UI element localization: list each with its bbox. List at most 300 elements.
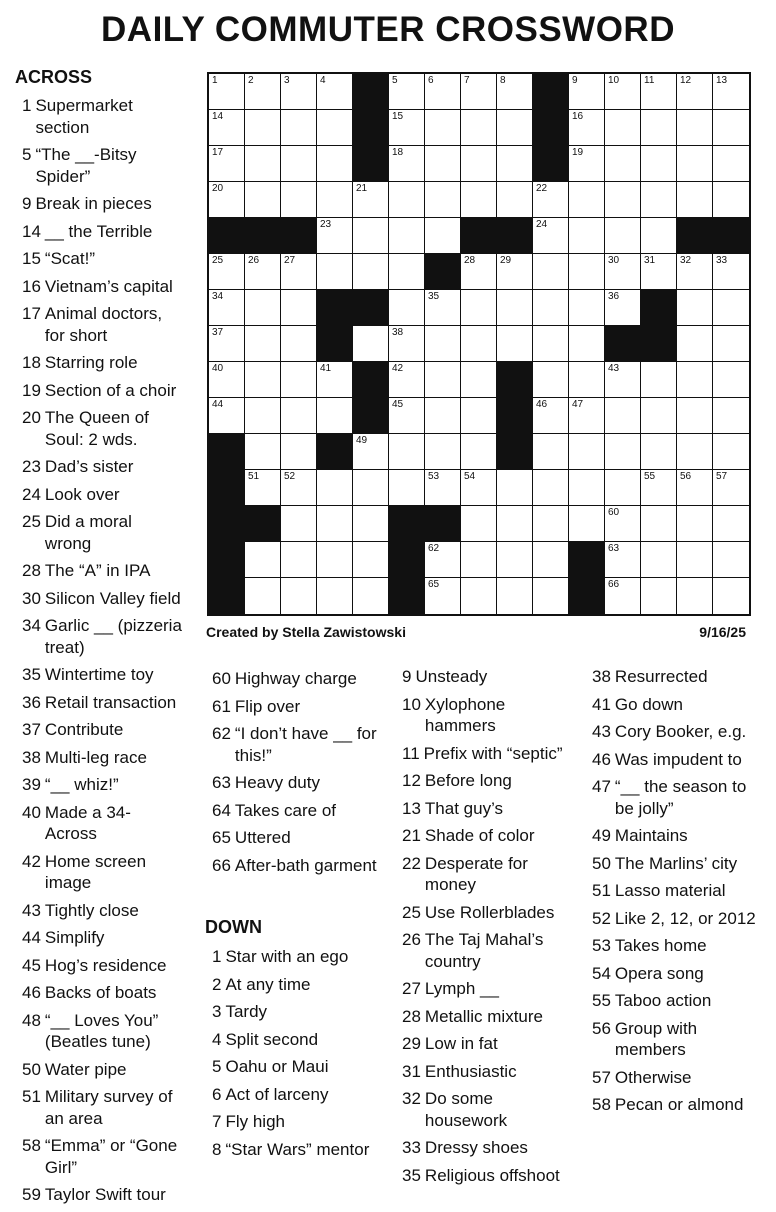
grid-cell[interactable]: [425, 542, 461, 578]
grid-cell[interactable]: [605, 398, 641, 434]
clue-item: [592, 935, 762, 957]
clue-item: [212, 855, 382, 877]
grid-cell[interactable]: [389, 146, 425, 182]
clue-number: 54: [592, 963, 611, 983]
grid-cell[interactable]: [353, 434, 389, 470]
clue-number: 43: [592, 722, 611, 741]
black-square: [353, 110, 389, 146]
cell-number: 37: [212, 327, 224, 338]
grid-cell[interactable]: [425, 362, 461, 398]
grid-cell[interactable]: [677, 326, 713, 362]
grid-cell[interactable]: [389, 398, 425, 434]
grid-cell[interactable]: [425, 218, 461, 254]
grid-cell[interactable]: [641, 146, 677, 182]
grid-cell[interactable]: [281, 110, 317, 146]
grid-cell[interactable]: [281, 254, 317, 290]
grid-cell[interactable]: [641, 470, 677, 506]
clue-number: 50: [22, 1059, 41, 1079]
grid-cell[interactable]: [713, 110, 749, 146]
grid-cell[interactable]: [569, 362, 605, 398]
cell-number: 29: [500, 255, 512, 266]
grid-cell[interactable]: [389, 218, 425, 254]
grid-cell[interactable]: [533, 182, 569, 218]
grid-cell[interactable]: [605, 362, 641, 398]
grid-cell[interactable]: [677, 110, 713, 146]
grid-cell[interactable]: [353, 470, 389, 506]
grid-cell[interactable]: [497, 290, 533, 326]
clue-text: Lymph __: [424, 979, 499, 998]
grid-cell[interactable]: [461, 110, 497, 146]
clue-item: [592, 776, 762, 819]
grid-cell[interactable]: [497, 74, 533, 110]
grid-cell[interactable]: [389, 326, 425, 362]
clue-text: Cory Booker, e.g.: [614, 722, 747, 741]
grid-cell[interactable]: [497, 470, 533, 506]
black-square: [641, 326, 677, 362]
clue-text: Star with an ego: [225, 947, 349, 966]
grid-cell[interactable]: [677, 74, 713, 110]
grid-cell[interactable]: [281, 326, 317, 362]
grid-cell[interactable]: [533, 506, 569, 542]
grid-cell[interactable]: [425, 110, 461, 146]
clue-text: Before long: [424, 771, 512, 790]
grid-cell[interactable]: [353, 578, 389, 614]
grid-cell[interactable]: [461, 470, 497, 506]
grid-cell[interactable]: [317, 470, 353, 506]
clue-text: The Queen of Soul: 2 wds.: [44, 408, 149, 449]
grid-cell[interactable]: [425, 434, 461, 470]
grid-cell[interactable]: [641, 398, 677, 434]
clue-item: [402, 1061, 572, 1083]
clue-number: 8: [212, 1139, 222, 1159]
clue-number: 49: [592, 826, 611, 845]
grid-cell[interactable]: [533, 290, 569, 326]
grid-cell[interactable]: [533, 326, 569, 362]
grid-cell[interactable]: [713, 74, 749, 110]
cell-number: 49: [356, 435, 368, 446]
grid-cell[interactable]: [389, 110, 425, 146]
clue-text: “Emma” or “Gone Girl”: [44, 1136, 178, 1177]
grid-cell[interactable]: [677, 578, 713, 614]
grid-cell[interactable]: [317, 398, 353, 434]
grid-cell[interactable]: [497, 578, 533, 614]
grid-cell[interactable]: [677, 182, 713, 218]
grid-cell[interactable]: [245, 290, 281, 326]
black-square: [317, 434, 353, 470]
grid-cell[interactable]: [389, 254, 425, 290]
grid-cell[interactable]: [569, 254, 605, 290]
grid-cell[interactable]: [461, 398, 497, 434]
grid-cell[interactable]: [569, 290, 605, 326]
grid-cell[interactable]: [425, 326, 461, 362]
clue-text: Low in fat: [424, 1034, 498, 1053]
clue-text: Desperate for money: [424, 853, 528, 894]
black-square: [497, 362, 533, 398]
cell-number: 18: [392, 147, 404, 158]
cell-number: 10: [608, 75, 620, 86]
grid-cell[interactable]: [245, 470, 281, 506]
grid-cell[interactable]: [533, 434, 569, 470]
clue-item: [592, 1094, 762, 1116]
grid-cell[interactable]: [209, 362, 245, 398]
grid-cell[interactable]: [677, 290, 713, 326]
clue-number: 43: [22, 900, 41, 920]
grid-cell[interactable]: [677, 506, 713, 542]
grid-cell[interactable]: [317, 578, 353, 614]
black-square: [533, 146, 569, 182]
grid-cell[interactable]: [569, 218, 605, 254]
clue-number: 53: [592, 936, 611, 955]
grid-cell[interactable]: [209, 398, 245, 434]
grid-cell[interactable]: [605, 290, 641, 326]
grid-cell[interactable]: [677, 470, 713, 506]
grid-cell[interactable]: [317, 362, 353, 398]
clue-item: [22, 982, 182, 1004]
grid-cell[interactable]: [605, 542, 641, 578]
cell-number: 40: [212, 363, 224, 374]
grid-cell[interactable]: [569, 74, 605, 110]
grid-cell[interactable]: [569, 470, 605, 506]
grid-cell[interactable]: [461, 146, 497, 182]
cell-number: 23: [320, 219, 332, 230]
cell-number: 27: [284, 255, 296, 266]
grid-cell[interactable]: [209, 290, 245, 326]
grid-cell[interactable]: [245, 434, 281, 470]
black-square: [353, 398, 389, 434]
grid-cell[interactable]: [713, 578, 749, 614]
clue-number: 47: [592, 777, 611, 796]
grid-cell[interactable]: [713, 146, 749, 182]
clue-text: “The __-Bitsy Spider”: [35, 145, 137, 186]
clue-text: Lasso material: [614, 881, 726, 900]
grid-cell[interactable]: [533, 542, 569, 578]
grid-cell[interactable]: [281, 542, 317, 578]
grid-cell[interactable]: [461, 506, 497, 542]
clue-text: Multi-leg race: [44, 747, 147, 767]
grid-cell[interactable]: [641, 362, 677, 398]
grid-cell[interactable]: [281, 290, 317, 326]
grid-cell[interactable]: [533, 254, 569, 290]
cell-number: 26: [248, 255, 260, 266]
grid-cell[interactable]: [677, 146, 713, 182]
grid-cell[interactable]: [605, 254, 641, 290]
grid-cell[interactable]: [209, 182, 245, 218]
grid-cell[interactable]: [389, 290, 425, 326]
clue-number: 1: [22, 96, 32, 115]
clue-item: [212, 1029, 382, 1051]
cell-number: 7: [464, 75, 470, 86]
grid-cell[interactable]: [425, 578, 461, 614]
clue-item: [592, 721, 762, 743]
clue-text: Resurrected: [614, 667, 708, 686]
black-square: [209, 578, 245, 614]
clue-number: 35: [22, 665, 41, 684]
clue-text: Flip over: [234, 696, 301, 716]
grid-cell[interactable]: [677, 254, 713, 290]
grid-cell[interactable]: [245, 326, 281, 362]
cell-number: 4: [320, 75, 326, 86]
clue-text: “I don’t have __ for this!”: [234, 724, 377, 765]
clue-item: [22, 900, 182, 922]
grid-cell[interactable]: [533, 470, 569, 506]
black-square: [353, 290, 389, 326]
black-square: [461, 218, 497, 254]
grid-cell[interactable]: [209, 326, 245, 362]
grid-cell[interactable]: [713, 362, 749, 398]
grid-cell[interactable]: [281, 362, 317, 398]
grid-cell[interactable]: [317, 182, 353, 218]
grid-cell[interactable]: [389, 470, 425, 506]
grid-cell[interactable]: [713, 254, 749, 290]
grid-cell[interactable]: [677, 542, 713, 578]
grid-cell[interactable]: [605, 506, 641, 542]
grid-cell[interactable]: [461, 254, 497, 290]
clue-text: Made a 34-Across: [44, 802, 131, 843]
grid-cell[interactable]: [353, 218, 389, 254]
grid-cell[interactable]: [641, 506, 677, 542]
grid-cell[interactable]: [713, 182, 749, 218]
grid-cell[interactable]: [605, 182, 641, 218]
clue-text: Dad’s sister: [44, 457, 134, 476]
clue-text: Enthusiastic: [424, 1061, 517, 1081]
grid-cell[interactable]: [713, 506, 749, 542]
grid-cell[interactable]: [425, 398, 461, 434]
grid-cell[interactable]: [317, 218, 353, 254]
grid-cell[interactable]: [605, 470, 641, 506]
cell-number: 46: [536, 399, 548, 410]
cell-number: 65: [428, 579, 440, 590]
grid-cell[interactable]: [245, 398, 281, 434]
grid-cell[interactable]: [281, 578, 317, 614]
black-square: [209, 470, 245, 506]
black-square: [497, 434, 533, 470]
grid-cell[interactable]: [209, 146, 245, 182]
grid-cell[interactable]: [605, 110, 641, 146]
black-square: [425, 506, 461, 542]
grid-cell[interactable]: [317, 542, 353, 578]
cell-number: 21: [356, 183, 368, 194]
grid-cell[interactable]: [389, 434, 425, 470]
black-square: [281, 218, 317, 254]
clue-item: [22, 955, 182, 977]
clue-item: [402, 1006, 572, 1028]
grid-cell[interactable]: [425, 146, 461, 182]
clue-text: __ the Terrible: [44, 221, 153, 241]
grid-cell[interactable]: [353, 542, 389, 578]
grid-cell[interactable]: [713, 398, 749, 434]
grid-cell[interactable]: [677, 434, 713, 470]
grid-cell[interactable]: [713, 326, 749, 362]
clue-number: 25: [22, 512, 41, 531]
clue-item: [22, 303, 182, 346]
cell-number: 60: [608, 507, 620, 518]
grid-cell[interactable]: [605, 218, 641, 254]
grid-cell[interactable]: [569, 434, 605, 470]
grid-cell[interactable]: [713, 542, 749, 578]
grid-cell[interactable]: [317, 110, 353, 146]
clue-item: [22, 851, 182, 894]
grid-cell[interactable]: [425, 74, 461, 110]
grid-cell[interactable]: [605, 434, 641, 470]
cell-number: 19: [572, 147, 584, 158]
clue-text: Oahu or Maui: [225, 1057, 329, 1076]
grid-cell[interactable]: [713, 434, 749, 470]
grid-cell[interactable]: [641, 578, 677, 614]
grid-cell[interactable]: [641, 542, 677, 578]
grid-cell[interactable]: [641, 74, 677, 110]
black-square: [209, 218, 245, 254]
grid-cell[interactable]: [245, 578, 281, 614]
grid-cell[interactable]: [425, 290, 461, 326]
grid-cell[interactable]: [281, 434, 317, 470]
grid-cell[interactable]: [497, 182, 533, 218]
grid-cell[interactable]: [245, 182, 281, 218]
grid-cell[interactable]: [461, 434, 497, 470]
grid-cell[interactable]: [461, 74, 497, 110]
grid-cell[interactable]: [569, 110, 605, 146]
grid-cell[interactable]: [533, 398, 569, 434]
grid-cell[interactable]: [641, 254, 677, 290]
clue-text: Hog’s residence: [44, 955, 167, 975]
grid-cell[interactable]: [209, 110, 245, 146]
grid-cell[interactable]: [533, 218, 569, 254]
grid-cell[interactable]: [677, 398, 713, 434]
clue-item: [22, 1010, 182, 1053]
clue-item: [22, 802, 182, 845]
grid-cell[interactable]: [605, 74, 641, 110]
grid-cell[interactable]: [281, 146, 317, 182]
grid-cell[interactable]: [389, 74, 425, 110]
grid-cell[interactable]: [605, 578, 641, 614]
grid-cell[interactable]: [353, 326, 389, 362]
cell-number: 43: [608, 363, 620, 374]
grid-cell[interactable]: [497, 254, 533, 290]
grid-cell[interactable]: [713, 290, 749, 326]
clue-text: Otherwise: [614, 1067, 692, 1087]
clue-text: “Star Wars” mentor: [225, 1139, 370, 1159]
grid-cell[interactable]: [461, 326, 497, 362]
clue-item: [22, 664, 182, 686]
grid-cell[interactable]: [425, 182, 461, 218]
grid-cell[interactable]: [497, 542, 533, 578]
clue-text: Highway charge: [234, 669, 357, 688]
grid-cell[interactable]: [533, 578, 569, 614]
clue-number: 31: [402, 1061, 421, 1081]
clue-text: Split second: [225, 1029, 319, 1049]
cell-number: 36: [608, 291, 620, 302]
grid-cell[interactable]: [641, 218, 677, 254]
grid-cell[interactable]: [317, 506, 353, 542]
grid-cell[interactable]: [281, 74, 317, 110]
grid-cell[interactable]: [461, 362, 497, 398]
grid-cell[interactable]: [389, 182, 425, 218]
grid-cell[interactable]: [641, 110, 677, 146]
clue-text: Metallic mixture: [424, 1006, 544, 1026]
clue-text: Backs of boats: [44, 983, 157, 1002]
grid-cell[interactable]: [245, 362, 281, 398]
grid-cell[interactable]: [497, 146, 533, 182]
clue-number: 46: [592, 749, 611, 769]
cell-number: 15: [392, 111, 404, 122]
grid-cell[interactable]: [317, 74, 353, 110]
grid-cell[interactable]: [317, 146, 353, 182]
grid-cell[interactable]: [569, 506, 605, 542]
clue-item: [402, 1088, 572, 1131]
clue-item: [22, 380, 182, 402]
grid-cell[interactable]: [497, 326, 533, 362]
clue-text: Break in pieces: [35, 194, 152, 213]
grid-cell[interactable]: [533, 362, 569, 398]
grid-cell[interactable]: [497, 110, 533, 146]
clue-item: [22, 560, 182, 582]
clue-text: Maintains: [614, 826, 688, 845]
clue-item: [212, 946, 382, 968]
grid-cell[interactable]: [677, 362, 713, 398]
grid-cell[interactable]: [209, 254, 245, 290]
grid-cell[interactable]: [461, 542, 497, 578]
clue-number: 13: [402, 798, 421, 818]
grid-cell[interactable]: [245, 146, 281, 182]
clue-number: 5: [22, 145, 32, 164]
clue-item: [22, 95, 182, 138]
grid-cell[interactable]: [569, 398, 605, 434]
grid-cell[interactable]: [281, 506, 317, 542]
grid-cell[interactable]: [317, 254, 353, 290]
clue-item: [402, 743, 572, 765]
grid-cell[interactable]: [281, 182, 317, 218]
grid-cell[interactable]: [425, 470, 461, 506]
clue-number: 48: [22, 1010, 41, 1030]
grid-cell[interactable]: [245, 542, 281, 578]
grid-cell[interactable]: [389, 362, 425, 398]
cell-number: 9: [572, 75, 578, 86]
clue-text: Unsteady: [415, 667, 488, 686]
cell-number: 5: [392, 75, 398, 86]
grid-cell[interactable]: [281, 398, 317, 434]
clue-item: [212, 974, 382, 996]
grid-cell[interactable]: [209, 74, 245, 110]
black-square: [317, 326, 353, 362]
grid-cell[interactable]: [569, 146, 605, 182]
grid-cell[interactable]: [353, 506, 389, 542]
clue-item: [212, 723, 382, 766]
grid-cell[interactable]: [245, 74, 281, 110]
cell-number: 30: [608, 255, 620, 266]
grid-cell[interactable]: [641, 182, 677, 218]
cell-number: 62: [428, 543, 440, 554]
grid-cell[interactable]: [245, 110, 281, 146]
grid-cell[interactable]: [245, 254, 281, 290]
grid-cell[interactable]: [605, 146, 641, 182]
grid-cell[interactable]: [461, 290, 497, 326]
grid-cell[interactable]: [281, 470, 317, 506]
grid-cell[interactable]: [353, 254, 389, 290]
cell-number: 16: [572, 111, 584, 122]
grid-cell[interactable]: [497, 506, 533, 542]
grid-cell[interactable]: [461, 182, 497, 218]
black-square: [245, 506, 281, 542]
grid-cell[interactable]: [569, 326, 605, 362]
grid-cell[interactable]: [461, 578, 497, 614]
grid-cell[interactable]: [569, 182, 605, 218]
clue-text: Look over: [44, 484, 120, 504]
clue-item: [22, 193, 182, 215]
cell-number: 6: [428, 75, 434, 86]
clue-number: 52: [592, 908, 611, 928]
grid-cell[interactable]: [641, 434, 677, 470]
grid-cell[interactable]: [353, 182, 389, 218]
grid-cell[interactable]: [713, 470, 749, 506]
